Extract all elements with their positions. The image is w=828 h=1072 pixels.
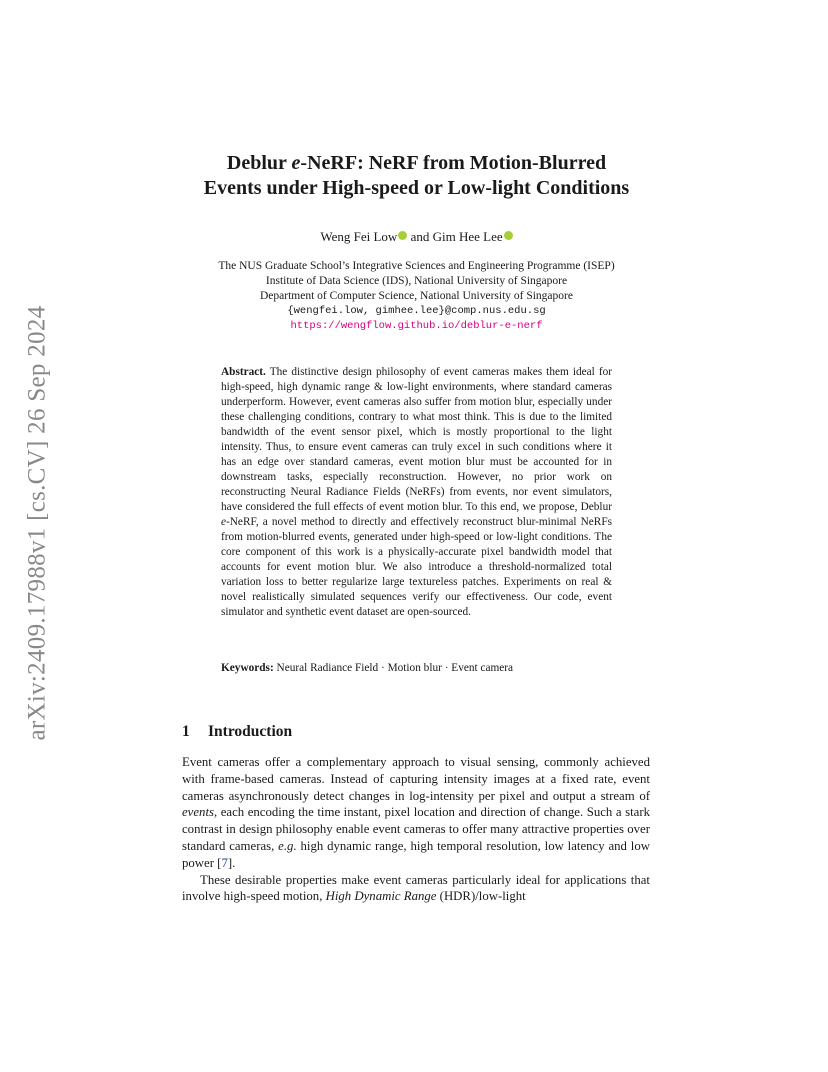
section-heading [182,723,292,741]
arxiv-identifier: arXiv:2409.17988v1 [cs.CV] 26 Sep 2024 [23,305,51,740]
section-number: 1 [182,723,190,740]
abstract [221,365,612,620]
abstract-paragraph: Abstract. The distinctive design philosophy of event cameras makes them ideal for high-speed, high dynamic range & low-light environments, where standard cameras underperform. However, event cameras also suffer from motion blur, especially under these challenging conditions, contrary to what most think. This is due to the limited bandwidth of the event sensor pixel, which is mostly proportional to the light intensity. Thus, to ensure event cameras can truly excel in such conditions where it has an edge over standard cameras, event motion blur must be accounted for in downstream tasks, especially reconstruction. However, no prior work on reconstructing Neural Radiance Fields (NeRFs) from events, nor event simulators, have considered the full effects of event motion blur. To this end, we propose, Deblur e-NeRF, a novel method to directly and effectively reconstruct blur-minimal NeRFs from motion-blurred events, generated under high-speed or low-light conditions. The core component of this work is a physically-accurate pixel bandwidth model that accounts for event motion blur. We also introduce a threshold-normalized total variation loss to better regularize large textureless patches. Experiments on real & novel realistically simulated sequences verify our effectiveness. Our code, event simulator and synthetic event dataset are open-sourced. [221,366,612,618]
affiliation-line: Institute of Data Science (IDS), National University of Singapore [265,275,568,287]
project-url-link[interactable]: https://wengflow.github.io/deblur-e-nerf [290,320,543,332]
citation-link[interactable]: 7 [221,855,228,870]
abstract-label: Abstract. [221,366,266,378]
title-line-1: Deblur e-NeRF: NeRF from Motion-Blurred [226,152,607,174]
affiliations [150,259,683,334]
affiliation-line: The NUS Graduate School’s Integrative Sciences and Engineering Programme (ISEP) [218,260,615,272]
author-email: {wengfei.low, gimhee.lee}@comp.nus.edu.sg [287,305,546,317]
orcid-icon[interactable] [398,231,407,240]
intro-paragraph-1: Event cameras offer a complementary approach to visual sensing, commonly achieved with frame-based cameras. Instead of capturing intensity images at a fixed rate, event cameras asynchronously detect changes in log-intensity per pixel and output a stream of events, each encoding the time instant, pixel location and direction of change. Such a stark contrast in design philosophy enable event cameras to offer many attractive properties over standard cameras, e.g. high dynamic range, high temporal resolution, low latency and low power [7]. [182,755,650,870]
keywords [221,662,612,674]
arxiv-sidebar [22,285,52,760]
paper-title [150,151,683,201]
orcid-icon[interactable] [504,231,513,240]
author-name: Gim Hee Lee [432,229,503,244]
section-title: Introduction [208,723,293,740]
introduction-body [182,754,650,905]
intro-paragraph-2: These desirable properties make event cameras particularly ideal for applications that involve high-speed motion, High Dynamic Range (HDR)/low-light [182,872,650,904]
affiliation-line: Department of Computer Science, National University of Singapore [260,290,573,302]
keywords-list: Neural Radiance Field · Motion blur · Event camera [276,662,514,674]
author-list: Weng Fei Low and Gim Hee Lee [150,229,683,245]
title-line-2: Events under High-speed or Low-light Conditions [203,177,630,199]
keywords-label: Keywords: [221,662,274,674]
author-name: Weng Fei Low [320,229,398,244]
